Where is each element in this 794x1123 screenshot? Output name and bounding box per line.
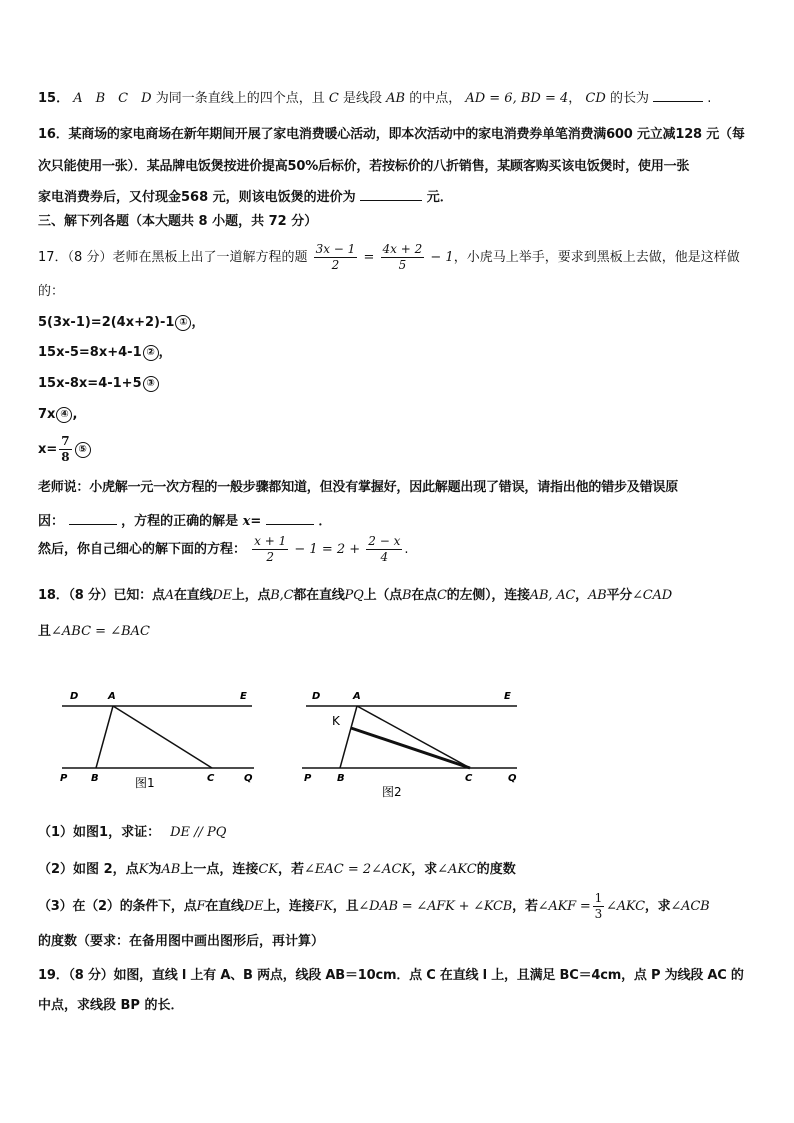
denominator: 4	[380, 550, 389, 564]
figure-2-caption: 图2	[382, 785, 402, 799]
q15-text: 的长为	[609, 91, 649, 106]
text: 平分	[606, 588, 633, 603]
q18-sub-3	[38, 889, 709, 925]
text: ，	[575, 588, 588, 603]
text: 在直线	[205, 899, 244, 914]
angle-condition: ∠EAC = 2∠ACK	[304, 862, 412, 877]
segment-ck	[351, 728, 470, 768]
segment-ck: CK	[258, 862, 278, 877]
step-text: 7x	[38, 407, 56, 422]
q17-step-1	[38, 313, 204, 333]
q15-text: .	[707, 91, 712, 106]
angle-acb: ∠ACB	[670, 899, 710, 914]
step-marker-4: ④	[56, 407, 72, 423]
text: 的度数	[476, 862, 516, 877]
label-k: K	[332, 714, 340, 728]
text: 上，点	[231, 588, 271, 603]
denominator: 3	[594, 907, 603, 921]
numerator: x + 1	[254, 534, 287, 548]
label-q: Q	[244, 773, 253, 784]
step-marker-3: ③	[143, 376, 159, 392]
label-c: C	[465, 773, 473, 784]
segment-ab: AB	[587, 588, 607, 603]
q17-line-2: 的：	[38, 284, 65, 299]
q17-fraction-3	[252, 534, 288, 565]
text: 都在直线	[293, 588, 345, 603]
q17-text: 17．（8 分）老师在黑板上出了一道解方程的题	[38, 250, 308, 265]
q16-text: 家电消费券后，又付现金568 元，则该电饭煲的进价为	[38, 190, 356, 205]
label-a: A	[353, 691, 361, 702]
q15-points: A B C D	[73, 91, 152, 106]
q18-line-2	[38, 622, 150, 642]
text: 上（点	[363, 588, 402, 603]
q17-line-1	[38, 240, 740, 276]
numerator: 4x + 2	[382, 242, 423, 256]
text: 且	[38, 624, 52, 639]
q15-answer-blank[interactable]	[653, 87, 703, 102]
step-marker-5: ⑤	[75, 442, 91, 458]
text: ，求	[411, 862, 438, 877]
label-e: E	[240, 691, 247, 702]
numerator: 7	[61, 434, 70, 448]
q16-answer-blank[interactable]	[360, 186, 422, 201]
q16-line-3	[38, 186, 453, 208]
q17-teacher-2	[38, 510, 331, 532]
label-b: B	[91, 773, 99, 784]
text: =	[250, 514, 262, 529]
label-p: P	[60, 773, 68, 784]
step-marker-2: ②	[143, 345, 159, 361]
segment-ab	[340, 706, 357, 768]
denominator: 2	[266, 550, 275, 564]
angle-condition: ∠ABC = ∠BAC	[51, 624, 150, 639]
numerator: 1	[594, 891, 603, 905]
segment-ab	[96, 706, 113, 768]
text: （2）如图 2，点	[38, 862, 139, 877]
text: 在点	[411, 588, 437, 603]
point-k: K	[138, 862, 149, 877]
point-b: B	[401, 588, 412, 603]
q17-text: ，小虎马上举手，要求到黑板上去做，他是这样做	[453, 250, 740, 265]
q18-figures	[0, 680, 794, 810]
text: .	[404, 542, 409, 557]
text: ，且	[332, 899, 359, 914]
q17-reason-blank[interactable]	[69, 510, 117, 525]
q16-line-2: 次只能使用一张）．某品牌电饭煲按进价提高50%后标价，若按标价的八折销售，某顾客购买该电饭煲时，使用一张	[38, 159, 690, 174]
step-text: x=	[38, 442, 58, 457]
text: ，若	[512, 899, 538, 914]
q18-line-1	[38, 586, 672, 606]
one-third-fraction	[593, 891, 604, 922]
q15-condition: AD = 6, BD = 4	[465, 91, 569, 106]
q16-text: 元．	[426, 190, 453, 205]
q17-fraction-2	[381, 242, 425, 273]
line-de: DE	[212, 588, 232, 603]
label-c: C	[207, 773, 215, 784]
q18-sub-1	[38, 823, 226, 843]
points-bc: B,C	[270, 588, 294, 603]
q15-text: 是线段	[342, 91, 382, 106]
equals: =	[363, 250, 375, 265]
angle-cad: ∠CAD	[632, 588, 672, 603]
step-text: 5(3x-1)=2(4x+2)-1	[38, 315, 175, 330]
q15-text: ，	[568, 91, 582, 106]
figure-1	[60, 691, 254, 790]
q18-sub-3-cont: 的度数（要求：在备用图中画出图形后，再计算）	[38, 934, 325, 949]
text: 18．（8 分）已知：点	[38, 588, 165, 603]
q15-segment-cd: CD	[585, 91, 606, 106]
figure-1-caption: 图1	[135, 776, 155, 790]
var-x: x	[242, 514, 251, 529]
step-marker-1: ①	[175, 315, 191, 331]
label-d: D	[70, 691, 79, 702]
line-de: DE	[243, 899, 264, 914]
denominator: 2	[331, 258, 340, 272]
line-pq: PQ	[344, 588, 364, 603]
punct: ，	[191, 315, 205, 330]
text: 然后，你自己细心的解下面的方程：	[38, 542, 247, 557]
text: ，若	[278, 862, 305, 877]
denominator: 5	[398, 258, 407, 272]
q17-solution-blank[interactable]	[266, 510, 314, 525]
q17-teacher-1: 老师说：小虎解一元一次方程的一般步骤都知道，但没有掌握好，因此解题出现了错误，请指出他的错步及错误原	[38, 480, 679, 495]
label-d: D	[312, 691, 321, 702]
label-p: P	[304, 773, 312, 784]
text: （1）如图1，求证：	[38, 825, 161, 840]
numerator: 3x − 1	[315, 242, 356, 256]
denominator: 8	[61, 450, 70, 464]
angle-condition: ∠DAB = ∠AFK + ∠KCB	[358, 899, 513, 914]
numerator: 2 − x	[368, 534, 401, 548]
label-q: Q	[508, 773, 517, 784]
q17-step-4: 7x ④ ,	[38, 407, 78, 422]
segments: AB, AC	[529, 588, 576, 603]
q17-step-2	[38, 343, 172, 363]
point-c: C	[436, 588, 447, 603]
figure-2	[302, 691, 517, 799]
label-b: B	[337, 773, 345, 784]
q17-fraction-4	[366, 534, 402, 565]
q18-sub-2	[38, 860, 516, 880]
q15-line	[38, 87, 711, 109]
text: 在直线	[173, 588, 213, 603]
q17-tail: − 1	[430, 250, 454, 265]
q15-text: 为同一条直线上的四个点，且	[155, 91, 325, 106]
label-a: A	[108, 691, 116, 702]
q16-line-1: 16．某商场的家电商场在新年期间开展了家电消费暖心活动，即本次活动中的家电消费券单笔消费满600 元立减128 元（每	[38, 127, 745, 142]
expr: − 1 = 2 +	[294, 542, 361, 557]
q17-step-5	[38, 432, 91, 468]
q15-number: 15．	[38, 91, 70, 106]
q19-line-2: 中点，求线段 BP 的长．	[38, 998, 184, 1013]
label-e: E	[504, 691, 511, 702]
segment-fk: FK	[314, 899, 333, 914]
q17-fraction-1	[314, 242, 358, 273]
text: （3）在（2）的条件下，点	[38, 899, 197, 914]
point-a: A	[164, 588, 174, 603]
segment-ab: AB	[161, 862, 181, 877]
angle-akc: ∠AKC	[606, 899, 645, 914]
q15-segment-ab: AB	[386, 91, 406, 106]
q17-step5-fraction	[59, 434, 71, 465]
text: ，方程的正确的解是	[121, 514, 239, 529]
section-3-heading: 三、解下列各题（本大题共 8 小题，共 72 分）	[38, 214, 318, 229]
point-f: F	[196, 899, 206, 914]
expr: DE // PQ	[170, 825, 227, 840]
q15-point-c: C	[328, 91, 339, 106]
text: 的左侧），连接	[446, 588, 530, 603]
angle-akf: ∠AKF =	[537, 899, 591, 914]
step-text: 15x-8x=4-1+5	[38, 376, 142, 391]
q17-step-3	[38, 374, 159, 394]
q15-text: 的中点，	[409, 91, 462, 106]
step-text: 15x-5=8x+4-1	[38, 345, 142, 360]
text: 上一点，连接	[180, 862, 259, 877]
punct: ，	[158, 345, 172, 360]
text: 为	[148, 862, 162, 877]
segment-ac	[113, 706, 212, 768]
text: 上，连接	[263, 899, 315, 914]
text: ．	[318, 514, 332, 529]
angle-akc: ∠AKC	[437, 862, 477, 877]
text: 因：	[38, 514, 65, 529]
q17-then	[38, 532, 409, 568]
text: ，求	[644, 899, 671, 914]
q19-line-1: 19．（8 分）如图，直线 l 上有 A、B 两点，线段 AB＝10cm．点 C 在直线 l 上，且满足 BC＝4cm，点 P 为线段 AC 的	[38, 968, 744, 983]
